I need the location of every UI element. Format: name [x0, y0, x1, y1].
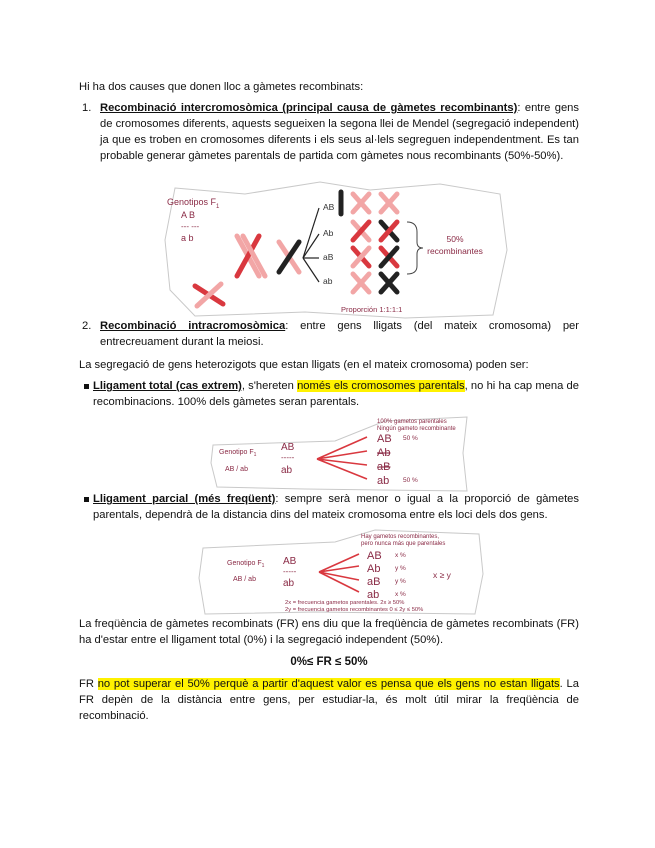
fig2-gamete-1: Ab	[377, 447, 391, 459]
fig3-pct-1: y %	[395, 565, 406, 572]
fig3-title: Genotipo $F_1$	[227, 560, 265, 569]
fig3-genotype: AB / ab	[233, 576, 256, 583]
fig3-inequality: x ≥ y	[433, 570, 451, 580]
figure-lligament-parcial	[195, 528, 487, 616]
fr-paragraph-2	[79, 676, 579, 724]
fig2-bot: ab	[281, 465, 293, 476]
fig1-gamete-AB: AB	[323, 202, 335, 212]
item1-paragraph	[100, 100, 579, 164]
bullet2-text: : sempre serà menor o igual a la proporció de gàmetes parentals, dependrà de la distancia dins del mateix cromosoma entre els loci dels dos gens.	[93, 493, 579, 521]
list-number-2: 2.	[82, 320, 92, 332]
fig3-top: AB	[283, 556, 297, 567]
figure-lligament-total	[205, 413, 475, 493]
bullet1-post: , no hi ha cap mena de recombinacions. 100% dels gàmetes seran parentals.	[93, 380, 579, 408]
fig3-pct-2: y %	[395, 578, 406, 585]
fig3-gamete-3: ab	[367, 589, 380, 601]
bullet1-title: Lligament total (cas extrem)	[93, 380, 242, 392]
fig3-pct-0: x %	[395, 552, 406, 559]
fig1-gamete-aB: aB	[323, 252, 334, 262]
item2-title: Recombinació intracromosòmica	[100, 320, 286, 332]
fig2-gamete-3: ab	[377, 475, 390, 487]
bullet2-title: Lligament parcial (més freqüent)	[93, 493, 276, 505]
bullet-marker-1	[84, 384, 89, 389]
fig2-gamete-2: aB	[377, 461, 391, 473]
item1-text: : entre gens de cromosomes diferents, aquests segueixen la segona llei de Mendel (segregació independent) ja que es troben en cromosomes diferents i els seus al·lels segreguen independentment. Es tan probable generar gàmetes parentals de partida com gàmetes nous recombinants (50%-50%).	[100, 102, 579, 162]
fig3-dash: -----	[283, 567, 297, 576]
fig3-gamete-1: Ab	[367, 563, 381, 575]
fig3-gamete-2: aB	[367, 576, 381, 588]
fig2-note1: 100% gametos parentales	[377, 419, 447, 425]
bullet1-pre: , s'hereten	[241, 380, 298, 392]
fig1-title: Genotipos $F_1$	[167, 197, 220, 210]
fig3-note2: pero nunca más que parentales	[361, 541, 446, 547]
fig1-proporcion: Proporción 1:1:1:1	[341, 305, 403, 314]
fig2-note2: Ningún gameto recombinante	[377, 426, 456, 432]
bullet-marker-2	[84, 497, 89, 502]
fig2-dash: -----	[281, 453, 295, 462]
fig3-pct-3: x %	[395, 591, 406, 598]
fr-formula: 0%≤ FR ≤ 50%	[290, 656, 368, 668]
fig1-gamete-Ab: Ab	[323, 228, 334, 238]
item2-paragraph	[100, 318, 579, 350]
fig1-gamete-ab: ab	[323, 276, 333, 286]
fig1-genotype-dash: --- ---	[181, 222, 200, 231]
fig3-note1: Hay gametos recombinantes,	[361, 534, 440, 540]
fig1-genotype-top: A B	[181, 210, 196, 220]
fr-paragraph-1: La freqüència de gàmetes recombinats (FR) ens diu que la freqüència de gàmetes recombinats (FR) ha d'estar entre el lligament total (0%) i la segregació independent (50%).	[79, 618, 579, 646]
fig2-gamete-0: AB	[377, 433, 392, 445]
intro-text: Hi ha dos causes que donen lloc a gàmetes recombinats:	[79, 81, 364, 93]
fig2-pct-0: 50 %	[403, 435, 418, 442]
fig2-title: Genotipo $F_1$	[219, 449, 257, 458]
fr2-post: . La FR depèn de la distància entre gens, per estudiar-la, és molt útil mirar la freqüència de recombinació.	[79, 678, 579, 722]
list-number-1: 1.	[82, 102, 92, 114]
fr2-highlight: no pot superar el 50% perquè a partir d'aquest valor es pensa que els gens no estan lligats	[97, 678, 560, 690]
fig2-top: AB	[281, 442, 295, 453]
fig2-pct-3: 50 %	[403, 477, 418, 484]
fig1-pct: 50%	[446, 234, 464, 244]
fig1-recombinantes: recombinantes	[427, 246, 483, 256]
bullet1-paragraph	[93, 378, 579, 410]
fig3-formula-2: 2y = frecuencia gametos recombinantes 0 ≤ 2y ≤ 50%	[285, 607, 424, 613]
segregacio-text: La segregació de gens heterozigots que estan lligats (en el mateix cromosoma) poden ser:	[79, 359, 529, 371]
bullet1-highlight: només els cromosomes parentals	[297, 380, 465, 392]
fig1-genotype-bottom: a b	[181, 233, 194, 243]
bullet2-paragraph	[93, 491, 579, 523]
fig3-gamete-0: AB	[367, 550, 382, 562]
fig2-genotype: AB / ab	[225, 466, 248, 473]
figure-intercromosomica	[155, 180, 510, 320]
item2-text: : entre gens lligats (del mateix cromosoma) per entrecreuament durant la meiosi.	[100, 320, 579, 348]
fig3-formula-1: 2x = frecuencia gametos parentales. 2x ≥ 50%	[285, 600, 405, 606]
fr2-pre: FR	[79, 678, 98, 690]
item1-title: Recombinació intercromosòmica (principal causa de gàmetes recombinants)	[100, 102, 518, 114]
fig3-bot: ab	[283, 578, 295, 589]
